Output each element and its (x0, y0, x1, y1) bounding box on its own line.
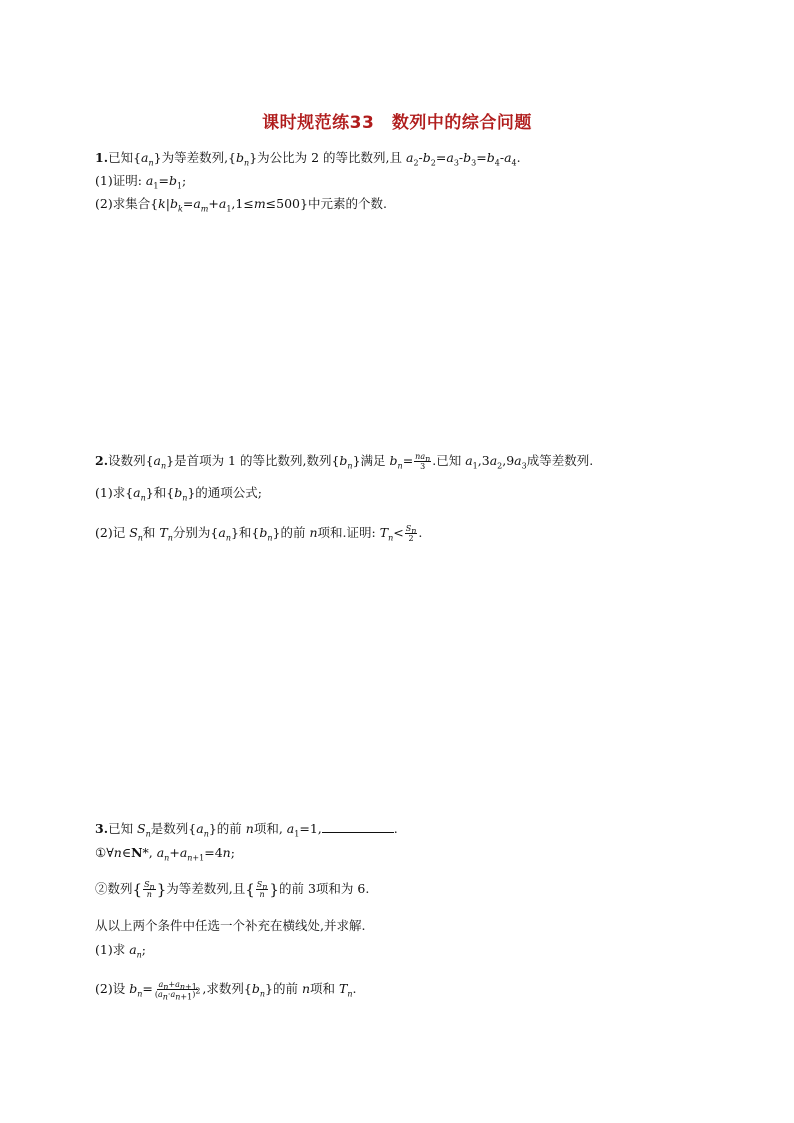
q3-stem: 3.已知 $S_n$是数列$\{a_n\}$的前 n项和, $a_1=1$, . (95, 821, 398, 839)
fraction-n-an-over-3: $\frac{na_n}{3}$ (415, 452, 431, 471)
q3-condition1: ①∀n∈N*, $a_n+a_{n+1}=4n$; (95, 845, 235, 863)
q3-part1: (1)求 $a_n$; (95, 942, 147, 960)
q3-condition2: ②数列{ $\frac{S_n}{n}$ }为等差数列,且{ $\frac{S_n}{n}$ }的前 3项和为 6. (95, 880, 370, 899)
q1-part1: (1)证明: $a_1=b_1$; (95, 173, 187, 191)
page-title: 课时规范练33 数列中的综合问题 (262, 113, 532, 133)
fraction-sn-over-n: $\frac{S_n}{n}$ (144, 880, 155, 899)
q1-part2: (2)求集合$\{k|b_k=a_m+a_1,1\le m\le 500\}$中元素的个数. (95, 196, 387, 214)
fill-in-blank[interactable] (322, 821, 394, 833)
fraction-bn-expression: $\frac{a_n+a_{n+1}}{(a_n\cdot a_{n+1})^2}$ (154, 980, 201, 1002)
q2-part1: (1)求$\{a_n\}$和$\{b_n\}$的通项公式; (95, 485, 263, 503)
q3-part2: (2)设 $b_n=$ $\frac{a_n+a_{n+1}}{(a_n\cdot a_{n+1})^2}$ ,求数列$\{b_n\}$的前 n项和 $T_n$. (95, 980, 357, 1002)
q2-part2: (2)记 $S_n$和 $T_n$分别为$\{a_n\}$和$\{b_n\}$的前 n项和.证明: $T_n<$ $\frac{S_n}{2}$ . (95, 524, 423, 543)
q3-instruction: 从以上两个条件中任选一个补充在横线处,并求解. (95, 918, 366, 933)
fraction-sn-over-n-2: $\frac{S_n}{n}$ (256, 880, 268, 899)
fraction-sn-over-2: $\frac{S_n}{2}$ (405, 524, 417, 543)
q1-stem: 1.已知$\{a_n\}$为等差数列$,\{b_n\}$为公比为 2 的等比数列,且 $a_2-b_2=a_3-b_3=b_4-a_4$. (95, 150, 521, 168)
q2-stem: 2.设数列$\{a_n\}$是首项为 1 的等比数列,数列$\{b_n\}$满足 $b_n=$ $\frac{na_n}{3}$ .已知 $a_1,3a_2,9a_3$成等差数列. (95, 452, 594, 471)
